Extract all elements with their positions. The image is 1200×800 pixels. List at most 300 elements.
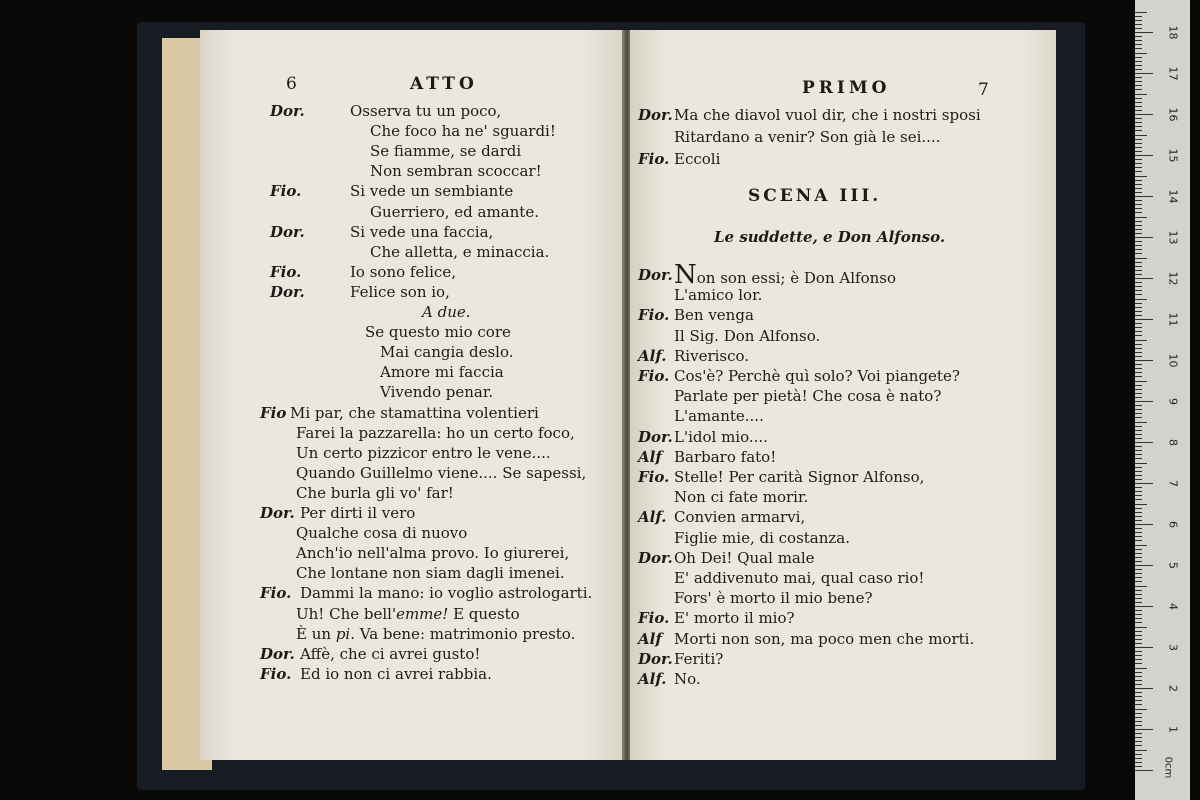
line-text [674,569,924,587]
ruler-tick [1135,508,1142,509]
line-text-part: Feriti? [674,649,724,668]
line-text-part: Se questo mio core [365,323,511,342]
line-text [350,283,450,301]
line-text [674,428,768,446]
ruler-tick [1135,376,1142,377]
ruler-tick [1135,622,1142,623]
ruler-tick [1135,495,1142,496]
speaker-label: Fio. [638,609,670,628]
line-text-part: Affè, che ci avrei gusto! [300,644,481,663]
ruler-tick [1135,569,1142,570]
ruler-tick [1135,184,1142,185]
line-text [674,630,974,648]
ruler-tick [1135,299,1147,300]
ruler-tick [1135,204,1142,205]
ruler-tick [1135,89,1142,90]
ruler-tick [1135,479,1142,480]
ruler-tick [1135,200,1142,201]
ruler-tick [1135,335,1142,336]
ruler-number: 11 [1166,312,1180,327]
line-text [674,387,941,405]
ruler-tick [1135,327,1142,328]
ruler-tick [1135,241,1142,242]
line-text-part: Convien armarvi, [674,508,806,527]
line-text-part: È un [296,624,336,643]
right-page [630,30,1056,760]
line-text-part: L'amante.... [674,407,764,426]
line-text-part: Eccoli [674,150,721,168]
line-text-part: Amore mi faccia [380,363,504,382]
speaker-label: Fio. [638,468,670,486]
ruler-tick [1135,643,1142,644]
ruler-tick [1135,212,1142,213]
speaker-label: Fio. [638,150,670,168]
ruler-tick [1135,98,1142,99]
speaker-label: Fio. [260,584,292,603]
line-text-part: Il Sig. Don Alfonso. [674,326,821,345]
ruler-tick [1135,594,1142,595]
ruler-tick [1135,385,1142,386]
ruler-tick [1135,274,1142,275]
ruler-tick [1135,44,1142,45]
speaker-label: Alf [638,447,662,466]
ruler-tick [1135,208,1142,209]
ruler-tick [1135,167,1142,168]
line-text [674,448,776,466]
ruler-tick [1135,171,1142,172]
line-text-part: Un certo pizzicor entro le vene.... [296,443,551,462]
ruler-tick [1135,106,1142,107]
speaker-label: Dor. [270,102,305,120]
left-page [200,30,624,760]
speaker-label: Alf. [638,670,667,688]
line-text [350,263,456,281]
ruler-tick [1135,590,1142,591]
ruler-tick [1135,426,1142,427]
line-text-part: . Va bene: matrimonio presto. [350,624,576,643]
ruler-tick [1135,155,1153,156]
ruler-tick [1135,229,1142,230]
line-text-part: Cos'è? Perchè quì solo? Voi piangete? [674,367,960,385]
ruler-tick [1135,512,1142,513]
ruler-tick [1135,627,1147,628]
ruler-tick [1135,85,1142,86]
line-text-italic: pi [335,624,351,643]
line-text [674,367,960,385]
ruler-tick [1135,635,1142,636]
ruler-tick [1135,471,1142,472]
ruler-tick [1135,28,1142,29]
ruler-number: 17 [1166,66,1180,81]
line-text-part: Che alletta, e minaccia. [370,242,550,261]
ruler-tick [1135,192,1142,193]
ruler-tick [1135,672,1142,673]
ruler-tick [1135,405,1142,406]
line-text-part: Morti non son, ma poco men che morti. [674,629,975,648]
ruler-tick [1135,610,1142,611]
ruler-tick [1135,516,1142,517]
ruler-tick [1135,401,1153,402]
ruler-tick [1135,618,1142,619]
line-text [674,549,815,567]
line-text [296,605,520,623]
ruler-tick [1135,733,1142,734]
ruler-tick [1135,713,1142,714]
line-text-part: Oh Dei! Qual male [674,548,815,567]
ruler-tick [1135,561,1142,562]
ruler-tick [1135,368,1142,369]
ruler-tick [1135,725,1142,726]
ruler-tick [1135,282,1142,283]
ruler-number: 18 [1166,25,1180,40]
ruler-number: 16 [1166,107,1180,122]
line-text [674,508,805,526]
running-header: ATTO [410,74,478,94]
line-text [350,223,493,241]
ruler-tick [1135,122,1142,123]
ruler-tick [1135,475,1142,476]
ruler-tick [1135,684,1142,685]
line-text [370,162,542,180]
ruler-tick [1135,389,1142,390]
line-text [290,404,539,422]
ruler-tick [1135,586,1147,587]
line-text [370,203,539,221]
line-text-part: Si vede un sembiante [350,182,514,201]
ruler-tick [1135,364,1142,365]
ruler-tick [1135,680,1142,681]
ruler-tick [1135,536,1142,537]
ruler-tick [1135,692,1142,693]
ruler-tick [1135,286,1142,287]
ruler-tick [1135,430,1142,431]
ruler-tick [1135,549,1142,550]
drop-capital: N [674,260,697,290]
line-text-part: Stelle! Per carità Signor Alfonso, [674,468,925,486]
line-text [674,327,820,345]
ruler-tick [1135,143,1142,144]
ruler-tick [1135,520,1142,521]
ruler-tick [1135,750,1147,751]
ruler-tick [1135,614,1142,615]
ruler-tick [1135,163,1142,164]
ruler-tick [1135,741,1142,742]
line-text-part: Se fiamme, se dardi [370,142,522,161]
speaker-label: Dor. [638,266,673,284]
ruler-tick [1135,397,1142,398]
ruler-tick [1135,225,1142,226]
ruler-tick [1135,294,1142,295]
ruler-tick [1135,770,1153,771]
line-text [296,464,586,482]
line-text-part: Per dirti il vero [300,504,416,522]
ruler-tick [1135,655,1142,656]
ruler-tick [1135,545,1147,546]
line-text [350,182,513,200]
line-text [370,122,556,140]
line-text-part: E questo [448,604,520,623]
line-text-part: L'amico lor. [674,286,763,305]
ruler-tick [1135,381,1147,382]
ruler-tick [1135,573,1142,574]
line-text-part: on son essi; è Don Alfonso [696,269,896,287]
ruler-tick [1135,24,1142,25]
ruler-tick [1135,253,1142,254]
speaker-label: Fio. [270,182,302,201]
line-text-part: A due. [422,303,471,321]
ruler-tick [1135,348,1142,349]
ruler-number: 8 [1166,439,1180,446]
ruler-tick [1135,323,1142,324]
line-text-part: Che foco ha ne' sguardi! [370,122,556,141]
ruler-tick [1135,217,1147,218]
line-text [380,343,514,361]
ruler-tick [1135,577,1142,578]
ruler-tick [1135,258,1147,259]
ruler-tick [1135,53,1147,54]
ruler-tick [1135,118,1142,119]
ruler-tick [1135,700,1142,701]
ruler-number: 3 [1166,644,1180,651]
ruler-tick [1135,676,1142,677]
ruler-tick [1135,94,1147,95]
page-number: 7 [978,80,989,100]
ruler-tick [1135,114,1153,115]
ruler-tick [1135,176,1147,177]
line-text [300,645,480,663]
ruler-tick [1135,32,1153,33]
speaker-label: Dor. [270,282,305,301]
ruler-tick [1135,20,1142,21]
ruler-tick [1135,340,1147,341]
ruler-tick [1135,409,1142,410]
ruler-number: 10 [1166,353,1180,368]
ruler-tick [1135,446,1142,447]
line-text [296,544,569,562]
ruler-tick [1135,729,1153,730]
ruler-tick [1135,356,1142,357]
speaker-label: Fio. [638,367,670,385]
speaker-label: Dor. [260,504,295,522]
speaker-label: Dor. [638,427,673,446]
line-text [296,564,565,582]
ruler-tick [1135,524,1153,525]
ruler-number: 7 [1166,480,1180,487]
line-text-part: Figlie mie, di costanza. [674,528,851,547]
line-text [674,260,896,290]
speaker-label: Alf [638,629,662,648]
ruler-tick [1135,278,1153,279]
line-text [300,665,492,683]
ruler-tick [1135,487,1142,488]
line-text-part: Si vede una faccia, [350,222,494,241]
line-text-part: Fors' è morto il mio bene? [674,589,873,608]
ruler-tick [1135,237,1153,238]
line-text [300,584,592,602]
ruler-tick [1135,557,1142,558]
speaker-label: Dor. [638,106,673,124]
ruler-tick [1135,61,1142,62]
line-text [370,243,549,261]
ruler-unit: 0cm [1162,756,1174,779]
ruler-number: 5 [1166,562,1180,569]
line-text [296,625,575,643]
ruler-tick [1135,659,1142,660]
ruler-tick [1135,221,1142,222]
ruler-number: 9 [1166,398,1180,405]
ruler-tick [1135,180,1142,181]
ruler-tick [1135,151,1142,152]
line-text [422,303,471,321]
ruler-tick [1135,606,1153,607]
line-text [674,407,764,425]
ruler-number: 6 [1166,521,1180,528]
line-text-part: Non sembran scoccar! [370,162,542,181]
line-text-part: Mai cangia deslo. [380,343,514,362]
ruler-number: 2 [1166,685,1180,692]
line-text-part: No. [674,670,701,688]
ruler-tick [1135,532,1142,533]
line-text [350,102,501,120]
line-text-part: E' addivenuto mai, qual caso rio! [674,569,925,587]
line-text [674,468,924,486]
ruler-tick [1135,758,1142,759]
line-text-part: Guerriero, ed amante. [370,202,539,221]
ruler-tick [1135,331,1142,332]
ruler-tick [1135,737,1142,738]
line-text [674,529,850,547]
line-text-part: Ed io non ci avrei rabbia. [300,664,492,683]
line-text-part: Barbaro fato! [674,447,777,466]
line-text-part: Ben venga [674,306,754,325]
line-text [674,589,873,607]
speaker-label: Fio. [260,664,292,683]
line-text-part: Riverisco. [674,346,750,365]
line-text [674,347,749,365]
ruler-tick [1135,73,1153,74]
line-text-part: L'idol mio.... [674,427,768,446]
ruler-tick [1135,422,1147,423]
speaker-label: Dor. [638,548,673,567]
ruler-tick [1135,102,1142,103]
ruler-number: 14 [1166,189,1180,204]
speaker-label: Fio. [638,306,670,325]
ruler-tick [1135,344,1142,345]
ruler-tick [1135,135,1147,136]
line-text-part: Io sono felice, [350,262,456,281]
speaker-label: Alf. [638,346,667,365]
ruler-tick [1135,499,1142,500]
ruler-tick [1135,372,1142,373]
line-text [674,670,701,688]
speaker-label: Fio. [270,262,302,281]
line-text-part: Ma che diavol vuol dir, che i nostri sposi [674,106,981,124]
ruler-tick [1135,139,1142,140]
ruler-tick [1135,639,1142,640]
ruler-tick [1135,647,1153,648]
line-text-part: Ritardano a venir? Son già le sei.... [674,128,941,146]
line-text-part: Qualche cosa di nuovo [296,524,468,543]
ruler-tick [1135,463,1147,464]
ruler-tick [1135,450,1142,451]
ruler-tick [1135,270,1142,271]
scene-heading: SCENA III. [748,186,882,206]
ruler-tick [1135,745,1142,746]
ruler-tick [1135,598,1142,599]
ruler-tick [1135,249,1142,250]
ruler-tick [1135,458,1142,459]
line-text-part: Felice son io, [350,282,450,301]
ruler-tick [1135,762,1142,763]
running-header: PRIMO [802,78,891,98]
line-text-part: Non ci fate morir. [674,488,809,507]
line-text [380,363,504,381]
ruler-tick [1135,651,1142,652]
line-text [674,128,940,146]
speaker-label: Fio [260,403,287,422]
line-text [674,650,723,668]
line-text-part: E' morto il mio? [674,609,795,628]
ruler-tick [1135,540,1142,541]
ruler-tick [1135,504,1147,505]
line-text [296,484,454,502]
line-text-part: Che lontane non siam dagli imenei. [296,564,565,583]
line-text-part: Parlate per pietà! Che cosa è nato? [674,387,942,406]
ruler-tick [1135,483,1153,484]
ruler-tick [1135,307,1142,308]
ruler-tick [1135,290,1142,291]
line-text-part: Anch'io nell'alma provo. Io giurerei, [296,544,570,563]
ruler-tick [1135,721,1142,722]
ruler-tick [1135,319,1153,320]
line-text-part: Uh! Che bell' [296,604,397,623]
ruler-tick [1135,16,1142,17]
ruler-tick [1135,303,1142,304]
ruler-tick [1135,188,1142,189]
line-text [296,444,551,462]
ruler-tick [1135,717,1142,718]
ruler-tick [1135,352,1142,353]
ruler-number: 1 [1166,726,1180,733]
page-number: 6 [286,74,297,94]
line-text [300,504,415,522]
ruler-tick [1135,126,1142,127]
ruler-tick [1135,709,1147,710]
line-text-part: Osserva tu un poco, [350,102,502,120]
ruler-number: 12 [1166,271,1180,286]
ruler-tick [1135,266,1142,267]
ruler-tick [1135,688,1153,689]
ruler-tick [1135,110,1142,111]
ruler-tick [1135,454,1142,455]
ruler-number: 4 [1166,603,1180,610]
line-text [370,142,521,160]
ruler-tick [1135,754,1142,755]
line-text [674,286,762,304]
ruler-tick [1135,40,1142,41]
line-text-part: Farei la pazzarella: ho un certo foco, [296,423,575,442]
ruler-tick [1135,631,1142,632]
ruler-tick [1135,438,1142,439]
stage-direction: Le suddette, e Don Alfonso. [714,228,946,246]
line-text [674,609,795,627]
line-text-italic: emme! [396,604,449,623]
ruler-tick [1135,69,1142,70]
ruler-tick [1135,565,1153,566]
ruler-tick [1135,65,1142,66]
ruler-tick [1135,196,1153,197]
ruler-tick [1135,434,1142,435]
